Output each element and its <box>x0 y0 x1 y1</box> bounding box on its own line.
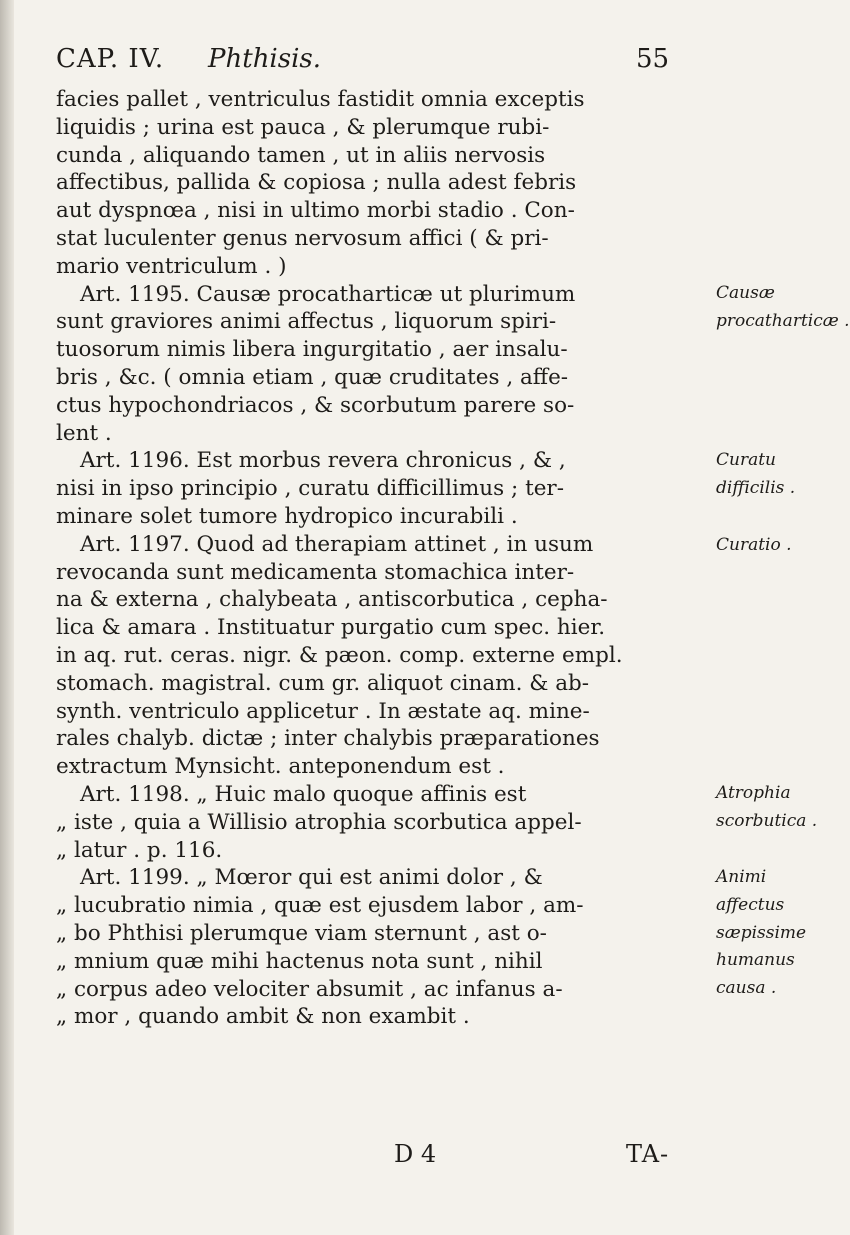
running-header <box>56 44 696 82</box>
text-line: lica & amara . Instituatur purgatio cum spec. hier. <box>56 615 606 641</box>
main-text <box>56 86 706 1031</box>
text-line: „ lucubratio nimia , quæ est ejusdem labor , am- <box>56 893 584 919</box>
text-line: in aq. rut. ceras. nigr. & pæon. comp. externe empl. <box>56 642 623 668</box>
margin-note-curatu: Curatu difficilis . <box>716 450 796 498</box>
running-title: Phthisis. <box>208 44 322 74</box>
margin-note-causae: Causæ procatharticæ . <box>716 283 850 331</box>
text-line: lent . <box>56 420 112 446</box>
chapter-label: CAP. IV. <box>56 44 165 74</box>
article-1195-line: Art. 1195. Causæ procatharticæ ut plurimum <box>80 281 576 307</box>
text-line: „ mnium quæ mihi hactenus nota sunt , nihil <box>56 948 543 974</box>
article-1196-line: Art. 1196. Est morbus revera chronicus , & , <box>80 448 566 474</box>
text-line: revocanda sunt medicamenta stomachica inter- <box>56 559 575 585</box>
text-line: na & externa , chalybeata , antiscorbutica , cepha- <box>56 587 608 613</box>
text-line: stat luculenter genus nervosum affici ( & pri- <box>56 225 549 251</box>
article-1198-line: Art. 1198. „ Huic malo quoque affinis est <box>80 781 527 807</box>
text-line: synth. ventriculo applicetur . In æstate aq. mine- <box>56 698 590 724</box>
text-line: „ mor , quando ambit & non exambit . <box>56 1004 470 1030</box>
text-line: mario ventriculum . ) <box>56 253 287 279</box>
page-number: 55 <box>636 44 670 74</box>
signature-mark: D 4 <box>394 1140 437 1168</box>
text-line: ctus hypochondriacos , & scorbutum parere so- <box>56 392 575 418</box>
catchword: TA- <box>626 1140 670 1168</box>
text-line: „ corpus adeo velociter absumit , ac infanus a- <box>56 976 563 1002</box>
text-line: rales chalyb. dictæ ; inter chalybis præparationes <box>56 726 600 752</box>
binding-shadow <box>0 0 14 1235</box>
text-line: liquidis ; urina est pauca , & plerumque rubi- <box>56 114 550 140</box>
article-1197-line: Art. 1197. Quod ad therapiam attinet , in usum <box>80 531 594 557</box>
text-line: „ iste , quia a Willisio atrophia scorbutica appel- <box>56 809 582 835</box>
text-line: nisi in ipso principio , curatu difficillimus ; ter- <box>56 476 564 502</box>
text-line: extractum Mynsicht. anteponendum est . <box>56 754 505 780</box>
text-line: sunt graviores animi affectus , liquorum spiri- <box>56 309 557 335</box>
text-line: facies pallet , ventriculus fastidit omnia exceptis <box>56 87 585 112</box>
text-line: stomach. magistral. cum gr. aliquot cinam. & ab- <box>56 670 590 696</box>
margin-note-atrophia: Atrophia scorbutica . <box>716 783 818 831</box>
text-line: „ latur . p. 116. <box>56 837 223 863</box>
text-line: tuosorum nimis libera ingurgitatio , aer insalu- <box>56 337 568 363</box>
text-line: affectibus, pallida & copiosa ; nulla adest febris <box>56 170 577 196</box>
margin-note-curatio: Curatio . <box>716 535 792 555</box>
text-line: cunda , aliquando tamen , ut in aliis nervosis <box>56 142 546 168</box>
page-footer <box>0 1140 800 1180</box>
text-line: minare solet tumore hydropico incurabili . <box>56 503 518 529</box>
text-line: bris , &c. ( omnia etiam , quæ cruditates , affe- <box>56 364 569 390</box>
margin-note-animi: Animi affectus sæpissime humanus causa . <box>716 867 807 999</box>
text-line: aut dyspnœa , nisi in ultimo morbi stadio . Con- <box>56 198 575 224</box>
article-1199-line: Art. 1199. „ Mœror qui est animi dolor , & <box>80 865 543 891</box>
text-line: „ bo Phthisi plerumque viam sternunt , ast o- <box>56 920 547 946</box>
